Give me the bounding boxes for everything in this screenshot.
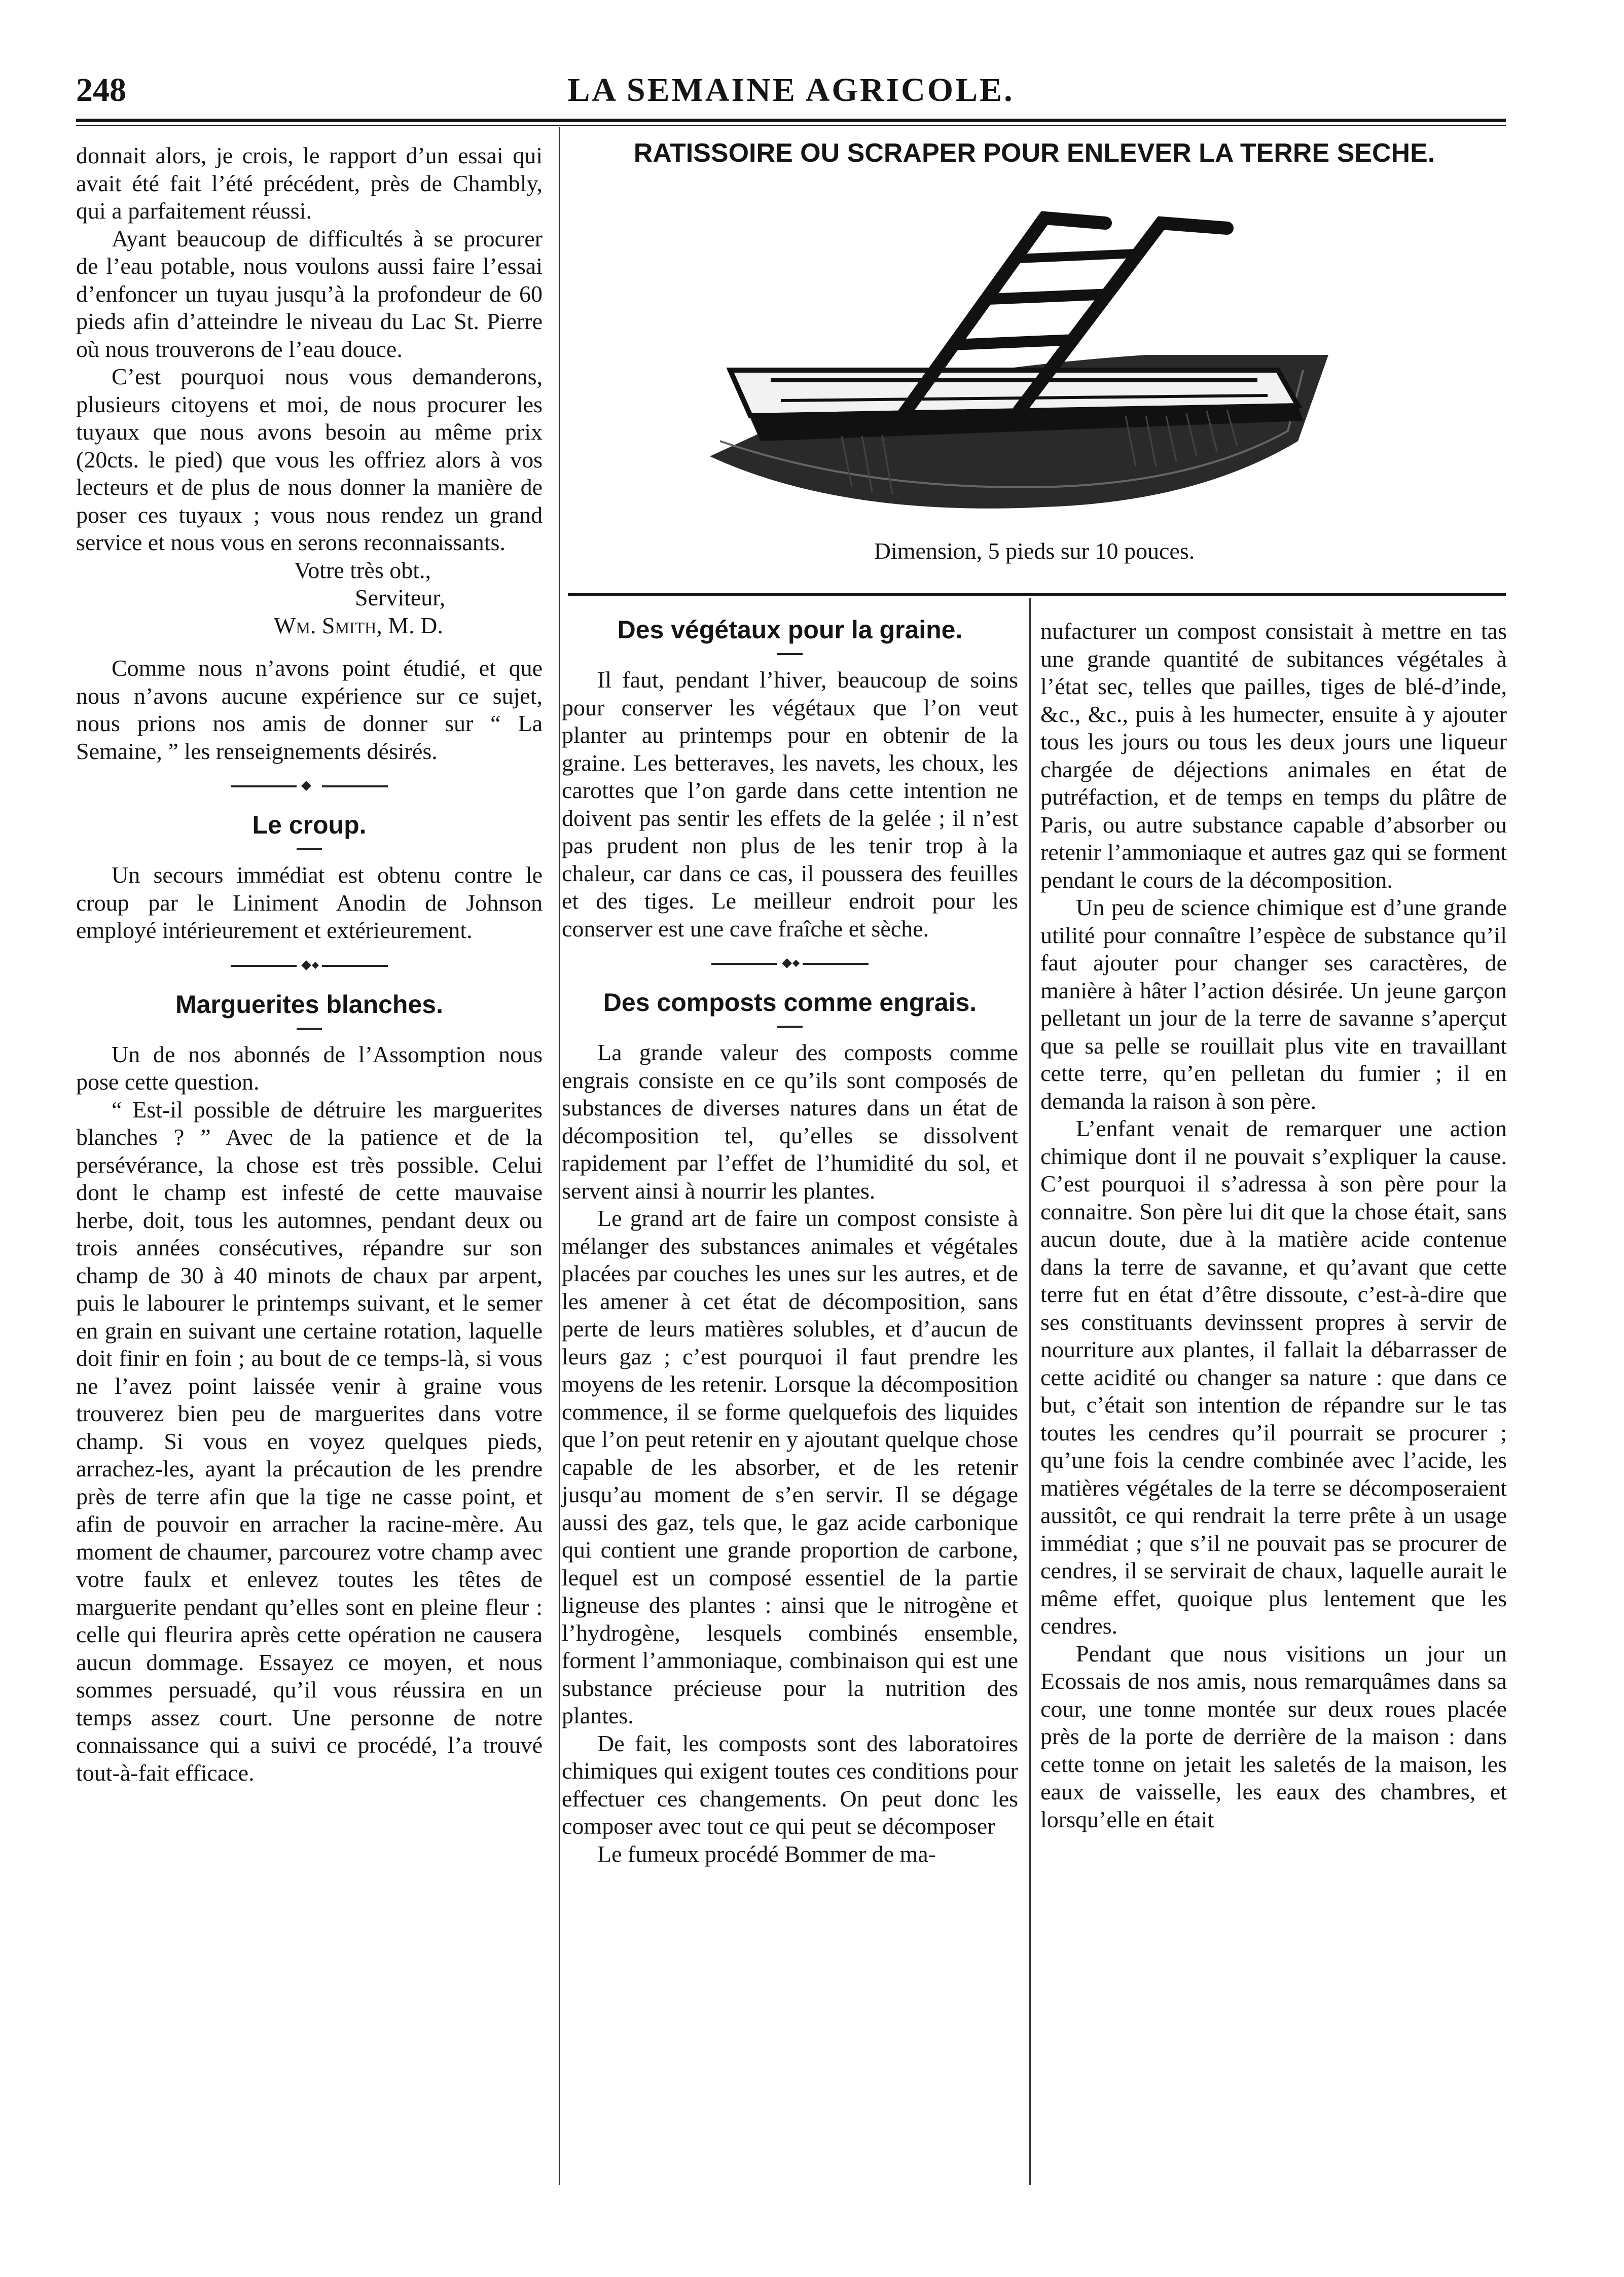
paragraph: Pendant que nous visitions un jour un Ecossais de nos amis, nous remarquâmes dans sa cour, une tonne montée sur deux roues placée près de la porte de derrière de la maison : dans cette tonne on jetait les saletés de la maison, les eaux de vaisselle, les eaux des chambres, et lorsqu’elle en était [1040, 1640, 1507, 1832]
signature-line: Votre très obt., [294, 557, 431, 583]
heading-dash [777, 1026, 803, 1028]
page-number: 248 [76, 71, 126, 109]
paragraph: La grande valeur des composts comme engrais consiste en ce qu’ils sont composés de substances de diverses natures dans un état de décomposition tel, qu’elles se dissolvent rapidement par l’effet de l’humidité du sol, et servent ainsi à nourrir les plantes. [562, 1039, 1018, 1204]
paragraph: Un de nos abonnés de l’Assomption nous pose cette question. [76, 1041, 543, 1095]
paragraph: Un peu de science chimique est d’une grande utilité pour connaître l’espèce de substance qu’il faut ajouter pour changer ses caractères, de manière à hâter l’action désirée. Un jeune garçon pelletant un jour de la terre de savanne s’aperçut que sa pelle se rouillait plus vite en travaillant cette terre, qu’en pelletan du fumier ; il en demanda la raison à son père. [1040, 894, 1507, 1114]
scraper-illustration [690, 203, 1349, 527]
section-ornament [231, 782, 388, 790]
column-3 [1040, 618, 1507, 1833]
section-heading: Marguerites blanches. [175, 990, 443, 1019]
illustration-title: RATISSOIRE OU SCRAPER POUR ENLEVER LA TERRE SECHE. [633, 138, 1435, 168]
section-heading: Des composts comme engrais. [603, 988, 977, 1017]
heading-dash [297, 848, 322, 850]
header-rule-thin [76, 125, 1506, 126]
paragraph: nufacturer un compost consistait à mettre en tas une grande quantité de subitances végétales à l’état sec, telles que pailles, tiges de blé-d’inde, &c., &c., puis à les humecter, ensuite à y ajouter tous les jours ou tous les deux jours une liqueur chargée de déjections animales en état de putréfaction, et de temps en temps du plâtre de Paris, ou autre substance capable d’absorber ou retenir l’ammoniaque et autres gaz qui se forment pendant le cours de la décomposition. [1040, 618, 1507, 893]
signature-name: Wm. Smith, M. D. [274, 612, 443, 638]
paragraph: Il faut, pendant l’hiver, beaucoup de soins pour conserver les végétaux que l’on veut planter au printemps pour en obtenir de la graine. Les betteraves, les navets, les choux, les carottes que l’on garde dans cette intention ne doivent pas sentir les effets de la gelée ; il n’est pas prudent non plus de les tenir trop à la chaleur, car dans ce cas, il poussera des feuilles et des tiges. Le meilleur endroit pour les conserver est une cave fraîche et sèche. [562, 667, 1018, 942]
section-ornament [231, 962, 388, 970]
section-heading: Le croup. [252, 811, 367, 839]
paragraph: donnait alors, je crois, le rapport d’un essai qui avait été fait l’été précédent, près de Chambly, qui a parfaitement réussi. [76, 142, 543, 224]
paragraph: De fait, les composts sont des laboratoires chimiques qui exigent toutes ces conditions pour effectuer ces changements. On peut donc les composer avec tout ce qui peut se décomposer [562, 1730, 1018, 1839]
paragraph: Comme nous n’avons point étudié, et que nous n’avons aucune expérience sur ce sujet, nous prions nos amis de donner sur “ La Semaine, ” les renseignements désirés. [76, 655, 543, 764]
header-rule [76, 119, 1506, 122]
illustration-bottom-rule [568, 593, 1506, 596]
signature-line: Serviteur, [355, 585, 446, 610]
paragraph: L’enfant venait de remarquer une action chimique dont il ne pouvait s’expliquer la cause. C’est pourquoi il s’adressa à son père pour la connaitre. Son père lui dit que la chose était, sans aucun doute, due à la matière acide contenue dans la terre de savanne, et qu’avant que cette terre fut en état d’être dissoute, c’est-à-dire que ses constituants devinssent propres à servir de nourriture aux plantes, il fallait la débarrasser de cette acidité ou changer sa nature : que dans ce but, c’était son intention de répandre sur le tas toutes les cendres qu’il pourrait se procurer ; qu’une fois la cendre combinée avec l’acide, les matières végétales de la terre se décomposeraient aussitôt, ce qui rendrait la terre prête à un usage immédiat ; que s’il ne pouvait pas se procurer de cendres, il se servirait de chaux, laquelle aurait le même effet, quoique plus lentement que les cendres. [1040, 1115, 1507, 1639]
section-heading: Des végétaux pour la graine. [617, 616, 963, 644]
illustration-caption: Dimension, 5 pieds sur 10 pouces. [874, 538, 1195, 564]
column-2 [562, 603, 1018, 1868]
paragraph: C’est pourquoi nous vous demanderons, plusieurs citoyens et moi, de nous procurer les tuyaux que nous avons besoin au même prix (20cts. le pied) que vous les offriez alors à vos lecteurs et de plus de nous donner la manière de poser ces tuyaux ; vous nous rendez un grand service et nous vous en serons reconnaissants. [76, 364, 543, 555]
heading-dash [297, 1028, 322, 1030]
paragraph: Ayant beaucoup de difficultés à se procurer de l’eau potable, nous voulons aussi faire l’essai d’enfoncer un tuyau jusqu’à la profondeur de 60 pieds afin d’atteindre le niveau du Lac St. Pierre où nous trouverons de l’eau douce. [76, 225, 543, 362]
column-rule-1 [559, 127, 560, 2185]
column-1 [76, 142, 543, 1787]
journal-title: LA SEMAINE AGRICOLE. [567, 71, 1015, 109]
heading-dash [777, 653, 803, 655]
section-ornament [711, 960, 869, 968]
paragraph: Un secours immédiat est obtenu contre le croup par le Liniment Anodin de Johnson employé intérieurement et extérieurement. [76, 862, 543, 943]
paragraph: “ Est-il possible de détruire les marguerites blanches ? ” Avec de la patience et de la persévérance, la chose est très possible. Celui dont le champ est infesté de cette mauvaise herbe, doit, tous les automnes, pendant deux ou trois années consécutives, répandre sur son champ de 30 à 40 minots de chaux par arpent, puis le labourer le printemps suivant, et le semer en grain en suivant une certaine rotation, laquelle doit finir en foin ; au bout de ce temps-là, si vous ne l’avez point laissée venir à graine vous trouverez bien peu de marguerites dans votre champ. Si vous en voyez quelques pieds, arrachez-les, ayant la précaution de les prendre près de terre afin que la tige ne casse point, et afin de pouvoir en arracher la racine-mère. Au moment de chaumer, parcourez votre champ avec votre faulx et enlevez toutes les têtes de marguerite pendant qu’elles sont en pleine fleur : celle qui fleurira après cette opération ne causera aucun dommage. Essayez ce moyen, et nous sommes persuadé, qu’il vous réussira en un temps assez court. Une personne de notre connaissance qui a suivi ce procédé, l’a trouvé tout-à-fait efficace. [76, 1096, 543, 1786]
paragraph: Le fumeux procédé Bommer de ma- [597, 1840, 936, 1867]
paragraph: Le grand art de faire un compost consiste à mélanger des substances animales et végétales placées par couches les unes sur les autres, et de les amener à cet état de décomposition, sans perte de leurs matières solubles, et d’aucun de leurs gaz ; c’est pourquoi il faut prendre les moyens de les retenir. Lorsque la décomposition commence, il se forme quelquefois des liquides que l’on peut retenir en y ajoutant quelque chose capable de les absorber, et de les retenir jusqu’au moment de s’en servir. Il se dégage aussi des gaz, tels que, le gaz acide carbonique qui contient une grande proportion de carbone, lequel est un composé essentiel de la partie ligneuse des plantes : ainsi que le nitrogène et l’hydrogène, lesquels combinés ensemble, forment l’ammoniaque, combinaison qui est une substance précieuse pour la nutrition des plantes. [562, 1205, 1018, 1728]
column-rule-2 [1029, 598, 1031, 2185]
